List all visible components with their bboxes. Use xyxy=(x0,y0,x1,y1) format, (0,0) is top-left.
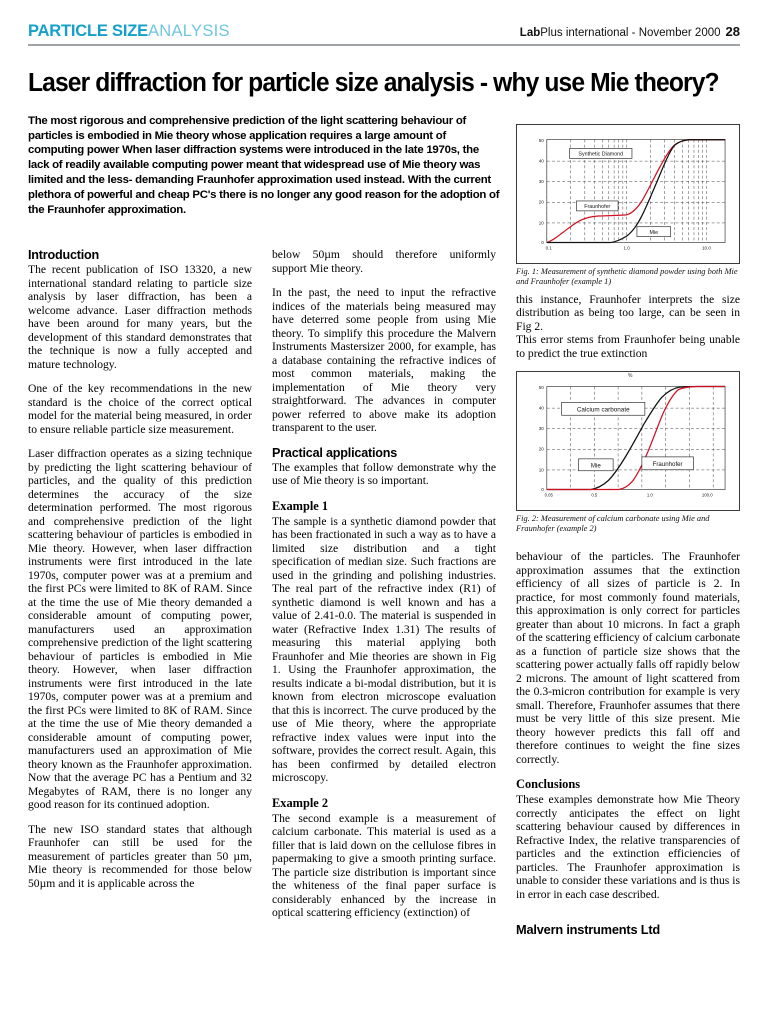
heading-example-1: Example 1 xyxy=(272,498,329,513)
brand-bold: PARTICLE SIZE xyxy=(28,22,148,40)
label-fraunhofer xyxy=(576,201,618,211)
standfirst: The most rigorous and comprehensive prediction of the light scattering behaviour of particles is embodied in Mie theory whose application requires a large amount of computing power When laser diffraction systems were introduced in the late 1970s, the lack of readily available computing power meant that widespread use of Mie theory was limited and the less- demanding Fraunhofer approximation used instead. With the current plethora of powerful and cheap PC's there is no longer any good reason for the adoption of the Fraunhofer approximation. xyxy=(28,114,500,216)
heading-introduction: Introduction xyxy=(28,248,100,262)
paragraph: In the past, the need to input the refractive indices of the materials being measured may have deterred some people from using Mie theory. To simplify this procedure the Malvern Instruments Mastersizer 2000, for example, has a database containing the refractive indices of most common materials, making the implementation of Mie theory very straightforward. The advances in computer power referred to above make its adoption transparent to the user. xyxy=(272,286,496,434)
figure-1-caption: Fig. 1: Measurement of synthetic diamond powder using both Mie and Fraunhofer (example 1) xyxy=(516,267,738,286)
svg-text:30: 30 xyxy=(538,179,544,185)
svg-text:Synthetic Diamond: Synthetic Diamond xyxy=(578,151,624,158)
publication-bold: Lab xyxy=(519,27,541,39)
figure-1 xyxy=(516,124,740,287)
masthead xyxy=(28,0,740,46)
publication-folio xyxy=(520,24,740,39)
svg-text:Mie: Mie xyxy=(590,462,601,470)
svg-text:1.0: 1.0 xyxy=(646,492,653,498)
svg-text:10.0: 10.0 xyxy=(702,245,711,251)
heading-conclusions: Conclusions xyxy=(516,777,581,792)
spacer xyxy=(516,540,740,550)
svg-text:1.0: 1.0 xyxy=(623,245,630,251)
company-name: Malvern instruments Ltd xyxy=(516,922,661,938)
paragraph: These examples demonstrate how Mie Theory correctly anticipates the effect on light scattering behaviour caused by differences in Refractive Index, the relative transparencies of particles and the extinction efficiencies of particles. The Fraunhofer approximation is unable to consider these variations and is thus is in error in each case described. xyxy=(516,793,740,901)
label-synthetic-diamond xyxy=(570,148,632,158)
paragraph: One of the key recommendations in the new standard is the choice of the correct optical model for the material being measured, in order to ensure reliable particle size measurement. xyxy=(28,382,252,436)
svg-text:20: 20 xyxy=(538,447,544,453)
x-axis-ticks xyxy=(545,493,714,498)
paragraph: below 50µm should therefore uniformly support Mie theory. xyxy=(272,248,496,275)
figure-2-frame xyxy=(516,371,740,511)
figure-1-frame xyxy=(516,124,740,264)
y-axis-ticks xyxy=(539,385,545,492)
page-number: 28 xyxy=(725,24,740,39)
figure-2-caption: Fig. 2: Measurement of calcium carbonate using Mie and Fraunhofer (example 2) xyxy=(516,514,710,534)
paragraph: The second example is a measurement of calcium carbonate. This material is used as a filler that is laid down on the cellulose fibres in papermaking to give a smooth printing surface. The particle size distribution is important since the whiteness of the final paper surface is considerably enhanced by the increase in optical scattering efficiency (extinction) of xyxy=(272,811,496,919)
paragraph: The recent publication of ISO 13320, a new international standard relating to particle size analysis by laser diffraction, has been a welcome advance. Laser diffraction methods have been around for many years, but the development of this standard demonstrates that the technique is now a fully accepted and mature technology. xyxy=(28,263,252,371)
page-title: Laser diffraction for particle size analysis - why use Mie theory? xyxy=(28,69,719,97)
paragraph: The sample is a synthetic diamond powder that has been fractionated in such a way as to have a limited size distribution and a tight specification of median size. Such fractions are used in the grinding and polishing industries. The real part of the refractive index (R1) of synthetic diamond is well known and has a value of 2.41-0.0. The material is suspended in water (Refractive Index 1.31) The results of measuring this material applying both Fraunhofer and Mie theories are shown in Fig 1. Using the Fraunhofer approximation, the results indicate a bi-modal distribution, but it is known from electron microscope evaluation that this is incorrect. The curve produced by the use of Mie theory, where the appropriate refractive index values were input into the software, provides the correct result. Again, this has been confirmed by detailed electron microscopy. xyxy=(272,514,496,784)
svg-text:0: 0 xyxy=(541,240,544,246)
figure-2-chart xyxy=(523,380,733,506)
svg-text:0.1: 0.1 xyxy=(545,245,552,251)
paragraph: this instance, Fraunhofer interprets the size distribution as being too large, can be seen in Fig 2. xyxy=(516,292,740,333)
svg-text:50: 50 xyxy=(538,137,544,143)
svg-text:40: 40 xyxy=(538,405,544,411)
section-brand xyxy=(28,22,230,41)
label-fraunhofer xyxy=(642,457,694,470)
svg-text:100.0: 100.0 xyxy=(701,492,713,498)
y-axis-ticks xyxy=(539,138,545,245)
label-mie xyxy=(637,227,671,237)
svg-text:0.5: 0.5 xyxy=(591,492,598,498)
x-axis-ticks xyxy=(546,245,712,250)
label-calcium-carbonate xyxy=(562,403,645,416)
svg-text:Fraunhofer: Fraunhofer xyxy=(584,204,611,211)
brand-light: ANALYSIS xyxy=(147,22,230,40)
column-1 xyxy=(28,248,252,1018)
svg-text:50: 50 xyxy=(538,385,544,391)
figure-1-chart xyxy=(523,133,733,259)
svg-text:Calcium carbonate: Calcium carbonate xyxy=(576,406,630,414)
column-3 xyxy=(516,137,740,1018)
svg-text:0.05: 0.05 xyxy=(544,492,553,498)
publication-rest: Plus international - November 2000 xyxy=(540,27,721,39)
paragraph: The new ISO standard states that although Fraunhofer can still be used for the measurement of particles greater than 50 µm, Mie theory is recommended for those below 50µm and it is applicable across the xyxy=(28,822,252,890)
svg-text:20: 20 xyxy=(538,199,544,205)
paragraph: behaviour of the particles. The Fraunhofer approximation assumes that the extinction efficiency of all sizes of particle is 2. In practice, for most commonly found materials, this approximation is only correct for particles greater than about 10 microns. In fact a graph of the scattering efficiency of calcium carbonate as a function of particle size shows that the scattering power actually falls off rapidly below 2 microns. The amount of light scattered from the 0.3-micron contribution for example is very small. Therefore, Fraunhofer assumes that there must be very little of this size present. Mie theory however predicts this fall off and therefore continues to weight the fine sizes correctly. xyxy=(516,550,740,766)
spacer xyxy=(516,912,740,922)
heading-example-2: Example 2 xyxy=(272,795,329,810)
label-mie xyxy=(578,459,613,471)
column-2 xyxy=(272,248,496,1018)
svg-text:Mie: Mie xyxy=(649,229,659,236)
svg-text:Fraunhofer: Fraunhofer xyxy=(652,461,683,469)
figure-2 xyxy=(516,371,740,534)
paragraph: The examples that follow demonstrate why the use of Mie theory is so important. xyxy=(272,460,496,487)
paragraph: This error stems from Fraunhofer being unable to predict the true extinction xyxy=(516,333,740,360)
heading-practical-applications: Practical applications xyxy=(272,445,398,460)
svg-text:40: 40 xyxy=(538,158,544,164)
paragraph: Laser diffraction operates as a sizing technique by predicting the light scattering behaviour of particles, and the quality of this prediction determines the accuracy of the size determination performed. The most rigorous and comprehensive prediction of the light scattering behaviour of particles is embodied in Mie theory. However, when laser diffraction instruments were first introduced in the late 1970s, computer power was at a premium and the first PCs were limited to 8K of RAM. Since at the time the use of Mie theory demanded a considerable amount of computing power, manufacturers used an approximation comprehensive prediction of the light scattering behaviour of particles is embodied in Mie theory. However, when laser diffraction instruments were first introduced in the late 1970s, computer power was at a premium and the first PCs were limited to 8K of RAM. Since at the time the use of Mie theory demanded a considerable amount of computing power, manufacturers used an approximation of Mie theory known as the Fraunhofer approximation. Now that the average PC has a Pentium and 32 Megabytes of RAM, there is no longer any good reason for its continued adoption. xyxy=(28,447,252,811)
svg-text:10: 10 xyxy=(538,220,544,226)
svg-text:0: 0 xyxy=(541,487,544,493)
svg-text:30: 30 xyxy=(538,426,544,432)
svg-text:10: 10 xyxy=(538,467,544,473)
figure-2-unit-label: % xyxy=(628,373,633,380)
